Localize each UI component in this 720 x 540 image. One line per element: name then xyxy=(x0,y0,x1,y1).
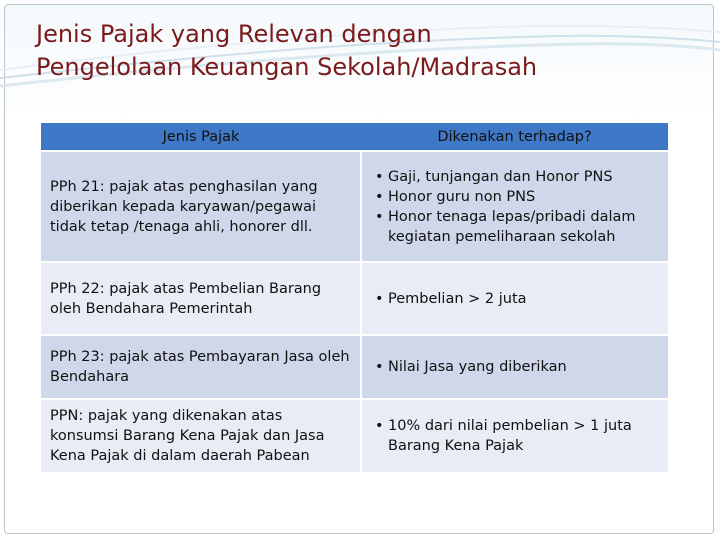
header-jenis-pajak: Jenis Pajak xyxy=(41,123,361,151)
applies-to-list xyxy=(370,357,660,377)
applies-to-list xyxy=(370,416,660,456)
table-row xyxy=(41,335,668,399)
applies-to-cell xyxy=(361,262,668,335)
table-row xyxy=(41,399,668,472)
slide-title xyxy=(36,18,696,84)
list-item: • Honor guru non PNS xyxy=(388,187,660,207)
list-item: • Pembelian > 2 juta xyxy=(388,289,660,309)
title-line-1: Jenis Pajak yang Relevan dengan xyxy=(36,20,432,48)
applies-to-cell xyxy=(361,335,668,399)
header-dikenakan: Dikenakan terhadap? xyxy=(361,123,668,151)
table-header-row xyxy=(41,123,668,151)
list-item: • Gaji, tunjangan dan Honor PNS xyxy=(388,167,660,187)
tax-name-cell: PPh 23: pajak atas Pembayaran Jasa oleh Bendahara xyxy=(41,335,361,399)
table-row xyxy=(41,151,668,262)
applies-to-list xyxy=(370,289,660,309)
tax-name-cell: PPh 21: pajak atas penghasilan yang diberikan kepada karyawan/pegawai tidak tetap /tenaga ahli, honorer dll. xyxy=(41,151,361,262)
applies-to-cell xyxy=(361,399,668,472)
title-line-2: Pengelolaan Keuangan Sekolah/Madrasah xyxy=(36,53,538,81)
tax-table xyxy=(41,123,668,472)
applies-to-list xyxy=(370,167,660,247)
list-item: • 10% dari nilai pembelian > 1 juta Barang Kena Pajak xyxy=(388,416,660,456)
applies-to-cell xyxy=(361,151,668,262)
list-item: • Honor tenaga lepas/pribadi dalam kegiatan pemeliharaan sekolah xyxy=(388,207,660,247)
tax-name-cell: PPN: pajak yang dikenakan atas konsumsi Barang Kena Pajak dan Jasa Kena Pajak di dalam daerah Pabean xyxy=(41,399,361,472)
table-row xyxy=(41,262,668,335)
list-item: • Nilai Jasa yang diberikan xyxy=(388,357,660,377)
tax-name-cell: PPh 22: pajak atas Pembelian Barang oleh Bendahara Pemerintah xyxy=(41,262,361,335)
